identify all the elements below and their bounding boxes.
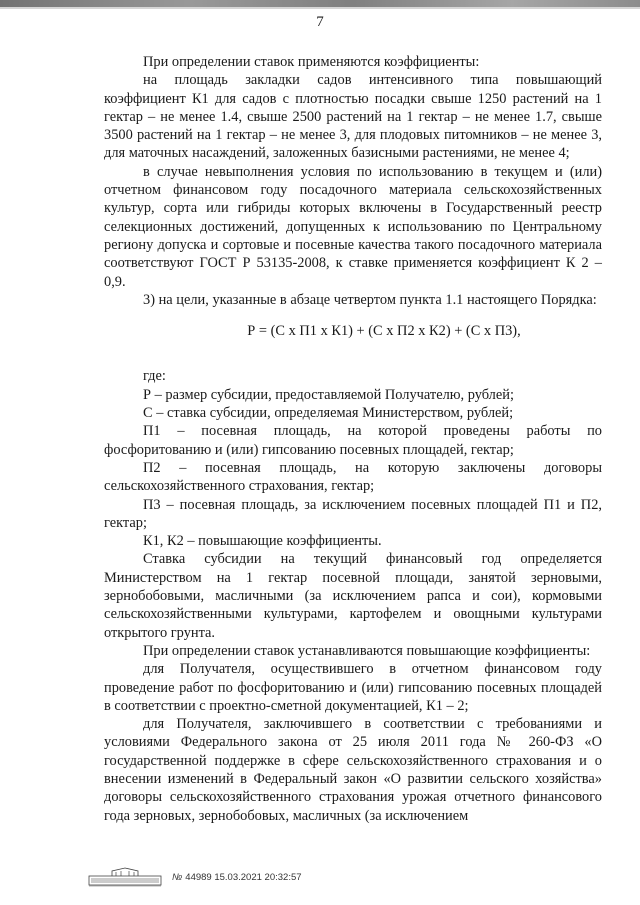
subsidy-formula: Р = (С х П1 х К1) + (С х П2 х К2) + (С х П3), xyxy=(247,323,521,340)
registry-stamp-icon xyxy=(88,867,162,887)
definition-p3: П3 – посевная площадь, за исключением посевных площадей П1 и П2, гектар; xyxy=(104,496,602,531)
scan-edge-shadow xyxy=(0,7,640,9)
paragraph-rate: Ставка субсидии на текущий финансовый год определяется Министерством на 1 гектар посевной площади, занятой зерновыми, зернобобовыми, масличными (за исключением рапса и сои), кормовыми сельскохозяйственными культурами, картофелем и овощными культурами открытого грунта. xyxy=(104,551,602,641)
definition-p: Р – размер субсидии, предоставляемой Получателю, рублей; xyxy=(143,386,514,403)
document-id-timestamp: 44989 15.03.2021 20:32:57 xyxy=(185,871,302,883)
definition-p2: П2 – посевная площадь, на которую заключены договоры сельскохозяйственного страхования, гектар; xyxy=(104,459,602,495)
paragraph-garden-area: на площадь закладки садов интенсивного типа повышающий коэффициент К1 для садов с плотностью посадки свыше 1250 растений на 1 гектар – не менее 1.4, свыше 2500 растений на 1 гектар – не менее 1.7, свыше 3500 растений на 1 гектар – не менее 3, для плодовых питомников – не менее 3, для маточных насаждений, заложенных базисными растениями, не менее 4; xyxy=(104,72,602,162)
paragraph-insurance: для Получателя, заключившего в соответствии с требованиями и условиями Федерального закона от 25 июля 2011 года № 260-ФЗ «О государственной поддержке в сфере сельскохозяйственного страхования и о внесении изменений в Федеральный закон «О развитии сельского хозяйства» договоры сельскохозяйственного страхования урожая отчетного финансового года зерновых, зернобобовых, масличных (за исключением xyxy=(104,716,602,824)
paragraph-coefficients-intro: При определении ставок применяются коэффициенты: xyxy=(143,54,480,70)
document-footer xyxy=(88,866,302,888)
paragraph-purpose-3: 3) на цели, указанные в абзаце четвертом пункта 1.1 настоящего Порядка: xyxy=(143,291,597,308)
definition-k1-k2: К1, К2 – повышающие коэффициенты. xyxy=(143,533,382,550)
scan-edge xyxy=(0,0,640,7)
paragraph-where: где: xyxy=(143,368,166,385)
paragraph-k1: для Получателя, осуществившего в отчетном финансовом году проведение работ по фосфоритованию и (или) гипсованию посевных площадей в соответствии с проектно-сметной документацией, К1 – 2; xyxy=(104,661,602,714)
paragraph-increasing-coefficients: При определении ставок устанавливаются повышающие коэффициенты: xyxy=(143,642,591,659)
paragraph-planting-material: в случае невыполнения условия по использованию в текущем и (или) отчетном финансовом году посадочного материала сельскохозяйственных культур, сорта или гибриды которых включены в Государственный реестр селекционных достижений, допущенных к использованию по Центральному региону допуска и сортовые и посевные качества такого посадочного материала соответствуют ГОСТ Р 53135-2008, к ставке применяется коэффициент К 2 – 0,9. xyxy=(104,163,602,290)
document-number-sign: № xyxy=(172,871,183,883)
definition-c: С – ставка субсидии, определяемая Министерством, рублей; xyxy=(143,405,514,422)
page-number: 7 xyxy=(316,14,324,30)
document-body xyxy=(104,53,602,825)
definition-p1: П1 – посевная площадь, на которой проведены работы по фосфоритованию и (или) гипсованию посевных площадей, гектар; xyxy=(104,423,602,458)
